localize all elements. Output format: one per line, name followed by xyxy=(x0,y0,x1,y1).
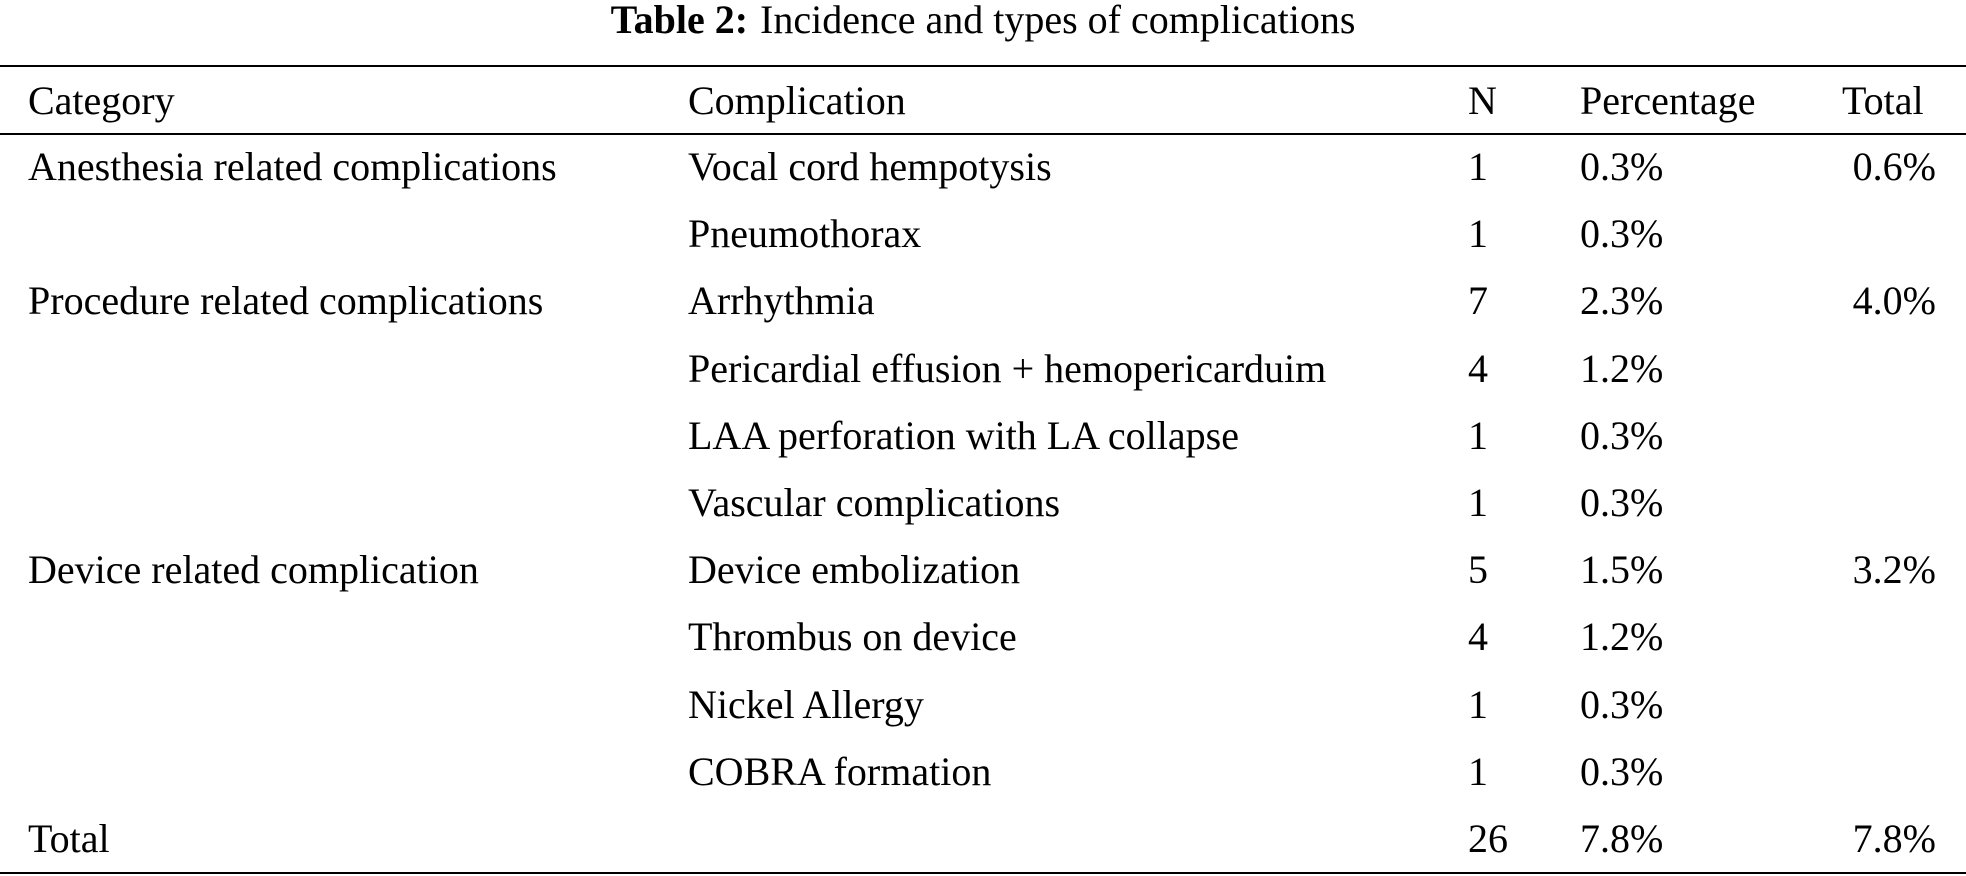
cell-n: 1 xyxy=(1468,211,1488,257)
cell-n: 1 xyxy=(1468,412,1488,458)
cell-n: 5 xyxy=(1468,547,1488,593)
cell-percentage: 1.5% xyxy=(1580,547,1664,593)
table-row xyxy=(0,805,1966,872)
table-row xyxy=(0,603,1966,670)
cell-category: Anesthesia related complications xyxy=(28,144,557,190)
header-total: Total xyxy=(1842,77,1924,123)
cell-category xyxy=(0,469,688,536)
cell-complication: Vocal cord hempotysis xyxy=(688,144,1052,190)
table-caption xyxy=(0,0,1966,40)
cell-category: Device related complication xyxy=(28,547,479,593)
cell-percentage: 1.2% xyxy=(1580,614,1664,660)
cell-percentage: 7.8% xyxy=(1580,815,1664,861)
cell-percentage: 0.3% xyxy=(1580,748,1664,794)
cell-total xyxy=(1836,200,1966,267)
table-bottom-rule xyxy=(0,872,1966,874)
table-row xyxy=(0,267,1966,334)
table-row xyxy=(0,402,1966,469)
header-complication: Complication xyxy=(688,77,906,123)
cell-total xyxy=(1836,469,1966,536)
cell-category xyxy=(0,402,688,469)
cell-complication: Pneumothorax xyxy=(688,211,922,257)
cell-total xyxy=(1836,603,1966,670)
cell-complication: LAA perforation with LA collapse xyxy=(688,412,1239,458)
cell-total: 3.2% xyxy=(1852,547,1936,593)
table-header-row xyxy=(0,67,1966,133)
cell-percentage: 2.3% xyxy=(1580,278,1664,324)
cell-total xyxy=(1836,402,1966,469)
cell-complication: Thrombus on device xyxy=(688,614,1017,660)
cell-n: 7 xyxy=(1468,278,1488,324)
cell-complication: COBRA formation xyxy=(688,748,992,794)
cell-n: 26 xyxy=(1468,815,1508,861)
table-row xyxy=(0,133,1966,200)
cell-category: Total xyxy=(28,815,110,861)
table-row xyxy=(0,671,1966,738)
cell-n: 1 xyxy=(1468,480,1488,526)
cell-n: 4 xyxy=(1468,345,1488,391)
cell-total: 4.0% xyxy=(1852,278,1936,324)
cell-n: 1 xyxy=(1468,748,1488,794)
cell-complication: Device embolization xyxy=(688,547,1021,593)
table-row xyxy=(0,469,1966,536)
cell-category xyxy=(0,200,688,267)
cell-percentage: 1.2% xyxy=(1580,345,1664,391)
cell-category xyxy=(0,671,688,738)
table-row xyxy=(0,536,1966,603)
header-category: Category xyxy=(28,77,175,123)
cell-total xyxy=(1836,738,1966,805)
cell-total: 7.8% xyxy=(1852,815,1936,861)
cell-category xyxy=(0,335,688,402)
cell-percentage: 0.3% xyxy=(1580,412,1664,458)
table-row xyxy=(0,200,1966,267)
cell-complication: Nickel Allergy xyxy=(688,681,924,727)
table-caption-text: Incidence and types of complications xyxy=(760,0,1356,42)
cell-percentage: 0.3% xyxy=(1580,681,1664,727)
cell-complication: Vascular complications xyxy=(688,480,1061,526)
table-caption-label: Table 2: xyxy=(610,0,749,42)
cell-percentage: 0.3% xyxy=(1580,480,1664,526)
header-percentage: Percentage xyxy=(1580,77,1756,123)
cell-total: 0.6% xyxy=(1852,144,1936,190)
complications-table xyxy=(0,67,1966,872)
cell-percentage: 0.3% xyxy=(1580,211,1664,257)
cell-category xyxy=(0,738,688,805)
cell-n: 1 xyxy=(1468,681,1488,727)
cell-total xyxy=(1836,671,1966,738)
cell-complication: Pericardial effusion + hemopericarduim xyxy=(688,345,1327,391)
cell-complication: Arrhythmia xyxy=(688,278,875,324)
cell-percentage: 0.3% xyxy=(1580,144,1664,190)
cell-category: Procedure related complications xyxy=(28,278,544,324)
table-body xyxy=(0,133,1966,872)
table-row xyxy=(0,738,1966,805)
cell-n: 4 xyxy=(1468,614,1488,660)
cell-total xyxy=(1836,335,1966,402)
cell-category xyxy=(0,603,688,670)
table-row xyxy=(0,335,1966,402)
cell-n: 1 xyxy=(1468,144,1488,190)
cell-complication xyxy=(688,805,1468,872)
header-n: N xyxy=(1468,77,1497,123)
